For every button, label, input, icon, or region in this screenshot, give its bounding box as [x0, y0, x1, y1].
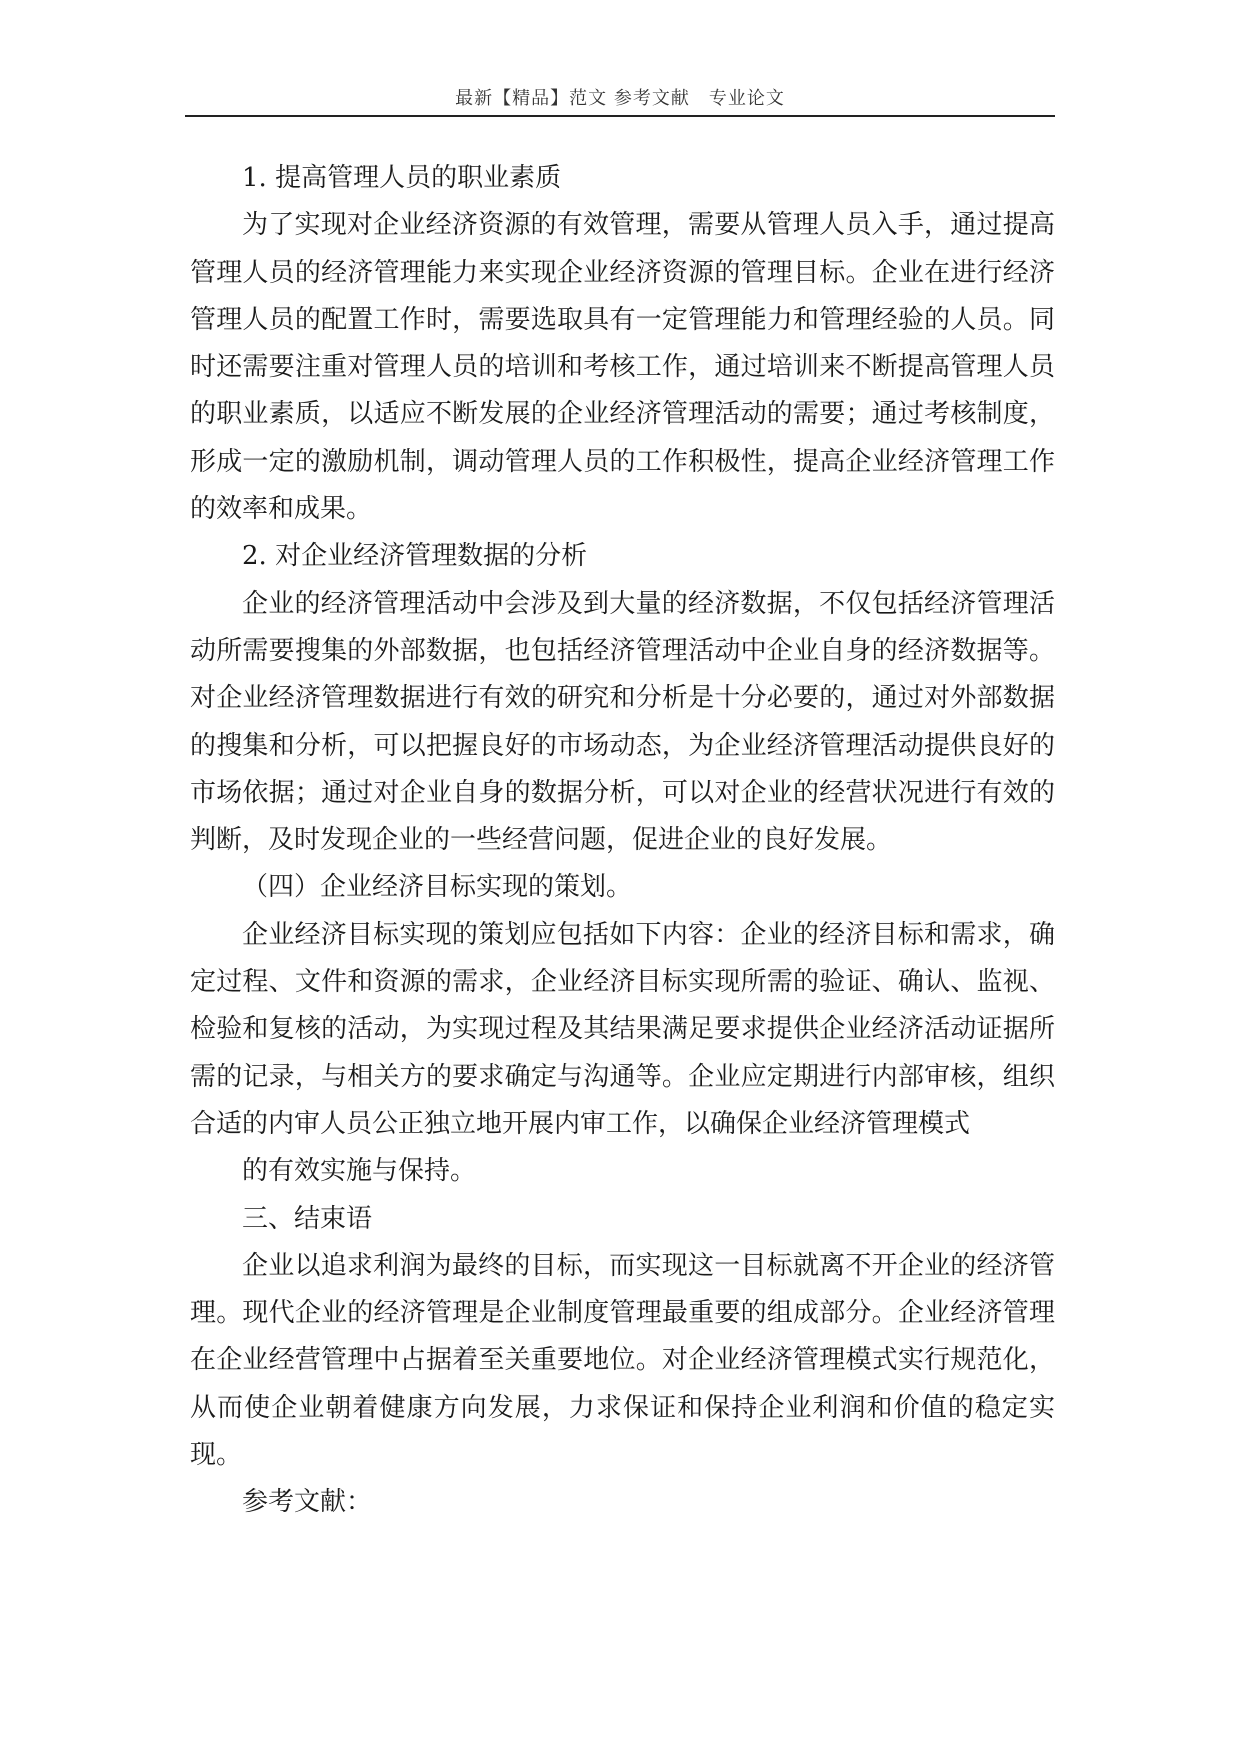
section-heading: 2. 对企业经济管理数据的分析 — [242, 541, 588, 572]
section-heading: 三、结束语 — [242, 1203, 373, 1234]
section-heading: （四）企业经济目标实现的策划。 — [242, 872, 633, 903]
paragraph: 为了实现对企业经济资源的有效管理，需要从管理人员入手，通过提高管理人员的经济管理能力来实现企业经济资源的管理目标。企业在进行经济管理人员的配置工作时，需要选取具有一定管理能力和管理经验的人员。同时还需要注重对管理人员的培训和考核工作，通过培训来不断提高管理人员的职业素质，以适应不断发展的企业经济管理活动的需要；通过考核制度，形成一定的激励机制，调动管理人员的工作积极性，提高企业经济管理工作的效率和成果。 — [190, 210, 1055, 525]
paragraph: 的有效实施与保持。 — [242, 1156, 477, 1187]
header-divider — [185, 115, 1055, 117]
document-body — [190, 155, 1055, 1527]
paragraph: 企业以追求利润为最终的目标，而实现这一目标就离不开企业的经济管理。现代企业的经济管理是企业制度管理最重要的组成部分。企业经济管理在企业经营管理中占据着至关重要地位。对企业经济管理模式实行规范化，从而使企业朝着健康方向发展，力求保证和保持企业利润和价值的稳定实现。 — [190, 1250, 1055, 1471]
paragraph: 企业的经济管理活动中会涉及到大量的经济数据，不仅包括经济管理活动所需要搜集的外部数据，也包括经济管理活动中企业自身的经济数据等。对企业经济管理数据进行有效的研究和分析是十分必要的，通过对外部数据的搜集和分析，可以把握良好的市场动态，为企业经济管理活动提供良好的市场依据；通过对企业自身的数据分析，可以对企业的经营状况进行有效的判断，及时发现企业的一些经营问题，促进企业的良好发展。 — [190, 588, 1055, 856]
references-heading: 参考文献： — [242, 1487, 373, 1518]
section-heading: 1. 提高管理人员的职业素质 — [242, 163, 562, 193]
page-header: 最新【精品】范文 参考文献 专业论文 — [455, 88, 785, 109]
paragraph: 企业经济目标实现的策划应包括如下内容：企业的经济目标和需求，确定过程、文件和资源的需求，企业经济目标实现所需的验证、确认、监视、检验和复核的活动，为实现过程及其结果满足要求提供企业经济活动证据所需的记录，与相关方的要求确定与沟通等。企业应定期进行内部审核，组织合适的内审人员公正独立地开展内审工作，以确保企业经济管理模式 — [190, 919, 1055, 1139]
